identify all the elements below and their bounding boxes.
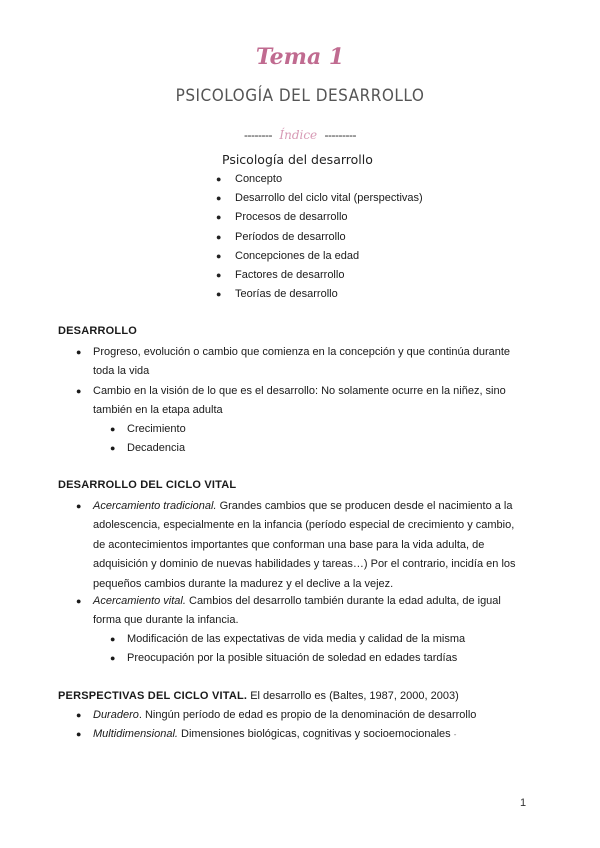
- page-subtitle: PSICOLOGÍA DEL DESARROLLO: [175, 86, 425, 106]
- paragraph-line: Progreso, evolución o cambio que comienza en la concepción y que continúa durante: [93, 346, 511, 358]
- toc-item-label: Procesos de desarrollo: [235, 211, 348, 224]
- bullet-icon: ●: [76, 347, 82, 357]
- bullet-icon: ●: [216, 289, 222, 300]
- paragraph-line: adolescencia, especialmente en la infancia (período especial de crecimiento y cambio,: [93, 519, 515, 532]
- term-emphasis: Acercamiento vital.: [93, 595, 186, 607]
- list-item: [76, 343, 533, 382]
- paragraph-line: pequeños cambios durante la madurez y el declive a la vejez.: [93, 577, 394, 590]
- perspectivas-intro: El desarrollo es (Baltes, 1987, 2000, 2003): [247, 690, 459, 702]
- index-label: Índice: [279, 128, 318, 142]
- index-divider: [0, 128, 600, 142]
- list-item: ● Duradero. Ningún período de edad es propio de la denominación de desarrollo: [93, 706, 543, 725]
- list-subitem: ● Crecimiento: [127, 420, 186, 439]
- list-subitem: ● Decadencia: [127, 439, 185, 458]
- paragraph-line: Acercamiento vital. Cambios del desarrollo también durante la edad adulta, de igual: [93, 595, 501, 607]
- list-item: [76, 382, 533, 421]
- paragraph-line: también en la etapa adulta: [93, 404, 223, 417]
- paragraph-line: adquisición y dominio de nuevas habilidades y tareas…) Por el contrario, incidía en los: [93, 558, 516, 571]
- paragraph-line: Cambio en la visión de lo que es el desarrollo: No solamente ocurre en la niñez, sino: [93, 385, 506, 397]
- bullet-icon: ●: [216, 212, 222, 223]
- paragraph-line: de acontecimientos importantes que conforman una base para la vida adulta, de: [93, 538, 485, 551]
- toc-item-label: Teorías de desarrollo: [235, 288, 338, 301]
- toc-heading: Psicología del desarrollo: [222, 152, 373, 167]
- bullet-icon: ●: [110, 443, 116, 453]
- toc-item: [216, 229, 423, 248]
- toc-list: [216, 171, 423, 305]
- term-emphasis: Duradero: [93, 709, 139, 721]
- section-heading-desarrollo: DESARROLLO: [58, 325, 137, 337]
- divider-right: ---------: [324, 128, 356, 142]
- term-emphasis: Multidimensional.: [93, 728, 178, 740]
- toc-item: [216, 267, 423, 286]
- paragraph-line: toda la vida: [93, 365, 150, 378]
- bullet-icon: ●: [110, 634, 116, 644]
- bullet-icon: ●: [76, 729, 82, 739]
- toc-item-label: Desarrollo del ciclo vital (perspectivas): [235, 192, 423, 205]
- page-title: Tema 1: [255, 44, 345, 70]
- paragraph-line: Acercamiento tradicional. Grandes cambios que se producen desde el nacimiento a la: [93, 500, 513, 512]
- toc-item-label: Concepto: [235, 173, 283, 185]
- divider-left: --------: [244, 128, 272, 142]
- trailing-dash: -: [453, 730, 457, 739]
- bullet-icon: ●: [76, 386, 82, 396]
- section-heading-perspectivas: [58, 687, 459, 706]
- list-subitem: ● Modificación de las expectativas de vida media y calidad de la misma: [127, 630, 465, 649]
- bullet-icon: ●: [216, 193, 222, 204]
- paragraph-line: forma que durante la infancia.: [93, 614, 239, 627]
- bullet-icon: ●: [76, 710, 82, 720]
- term-emphasis: Acercamiento tradicional.: [93, 500, 217, 512]
- toc-item-label: Concepciones de la edad: [235, 249, 360, 262]
- toc-item: [216, 171, 423, 190]
- page-number: 1: [520, 797, 527, 809]
- bullet-icon: ●: [110, 424, 116, 434]
- toc-item-label: Factores de desarrollo: [235, 268, 345, 281]
- perspectivas-title: PERSPECTIVAS DEL CICLO VITAL.: [58, 690, 248, 702]
- list-item: ● Multidimensional. Dimensiones biológicas, cognitivas y socioemocionales -: [93, 725, 543, 744]
- toc-item: [216, 209, 423, 228]
- toc-item-label: Períodos de desarrollo: [235, 230, 346, 243]
- bullet-icon: ●: [216, 231, 222, 242]
- section-heading-ciclo-vital: DESARROLLO DEL CICLO VITAL: [58, 479, 237, 491]
- bullet-icon: ●: [216, 250, 222, 261]
- list-item: [76, 592, 543, 631]
- bullet-icon: ●: [76, 596, 82, 606]
- bullet-icon: ●: [76, 501, 82, 511]
- bullet-icon: ●: [216, 174, 222, 184]
- list-item: [76, 497, 543, 594]
- bullet-icon: ●: [216, 269, 222, 280]
- toc-item: [216, 286, 423, 305]
- toc-item: [216, 248, 423, 267]
- bullet-icon: ●: [110, 653, 116, 663]
- toc-item: [216, 190, 423, 209]
- list-subitem: ● Preocupación por la posible situación de soledad en edades tardías: [127, 649, 457, 668]
